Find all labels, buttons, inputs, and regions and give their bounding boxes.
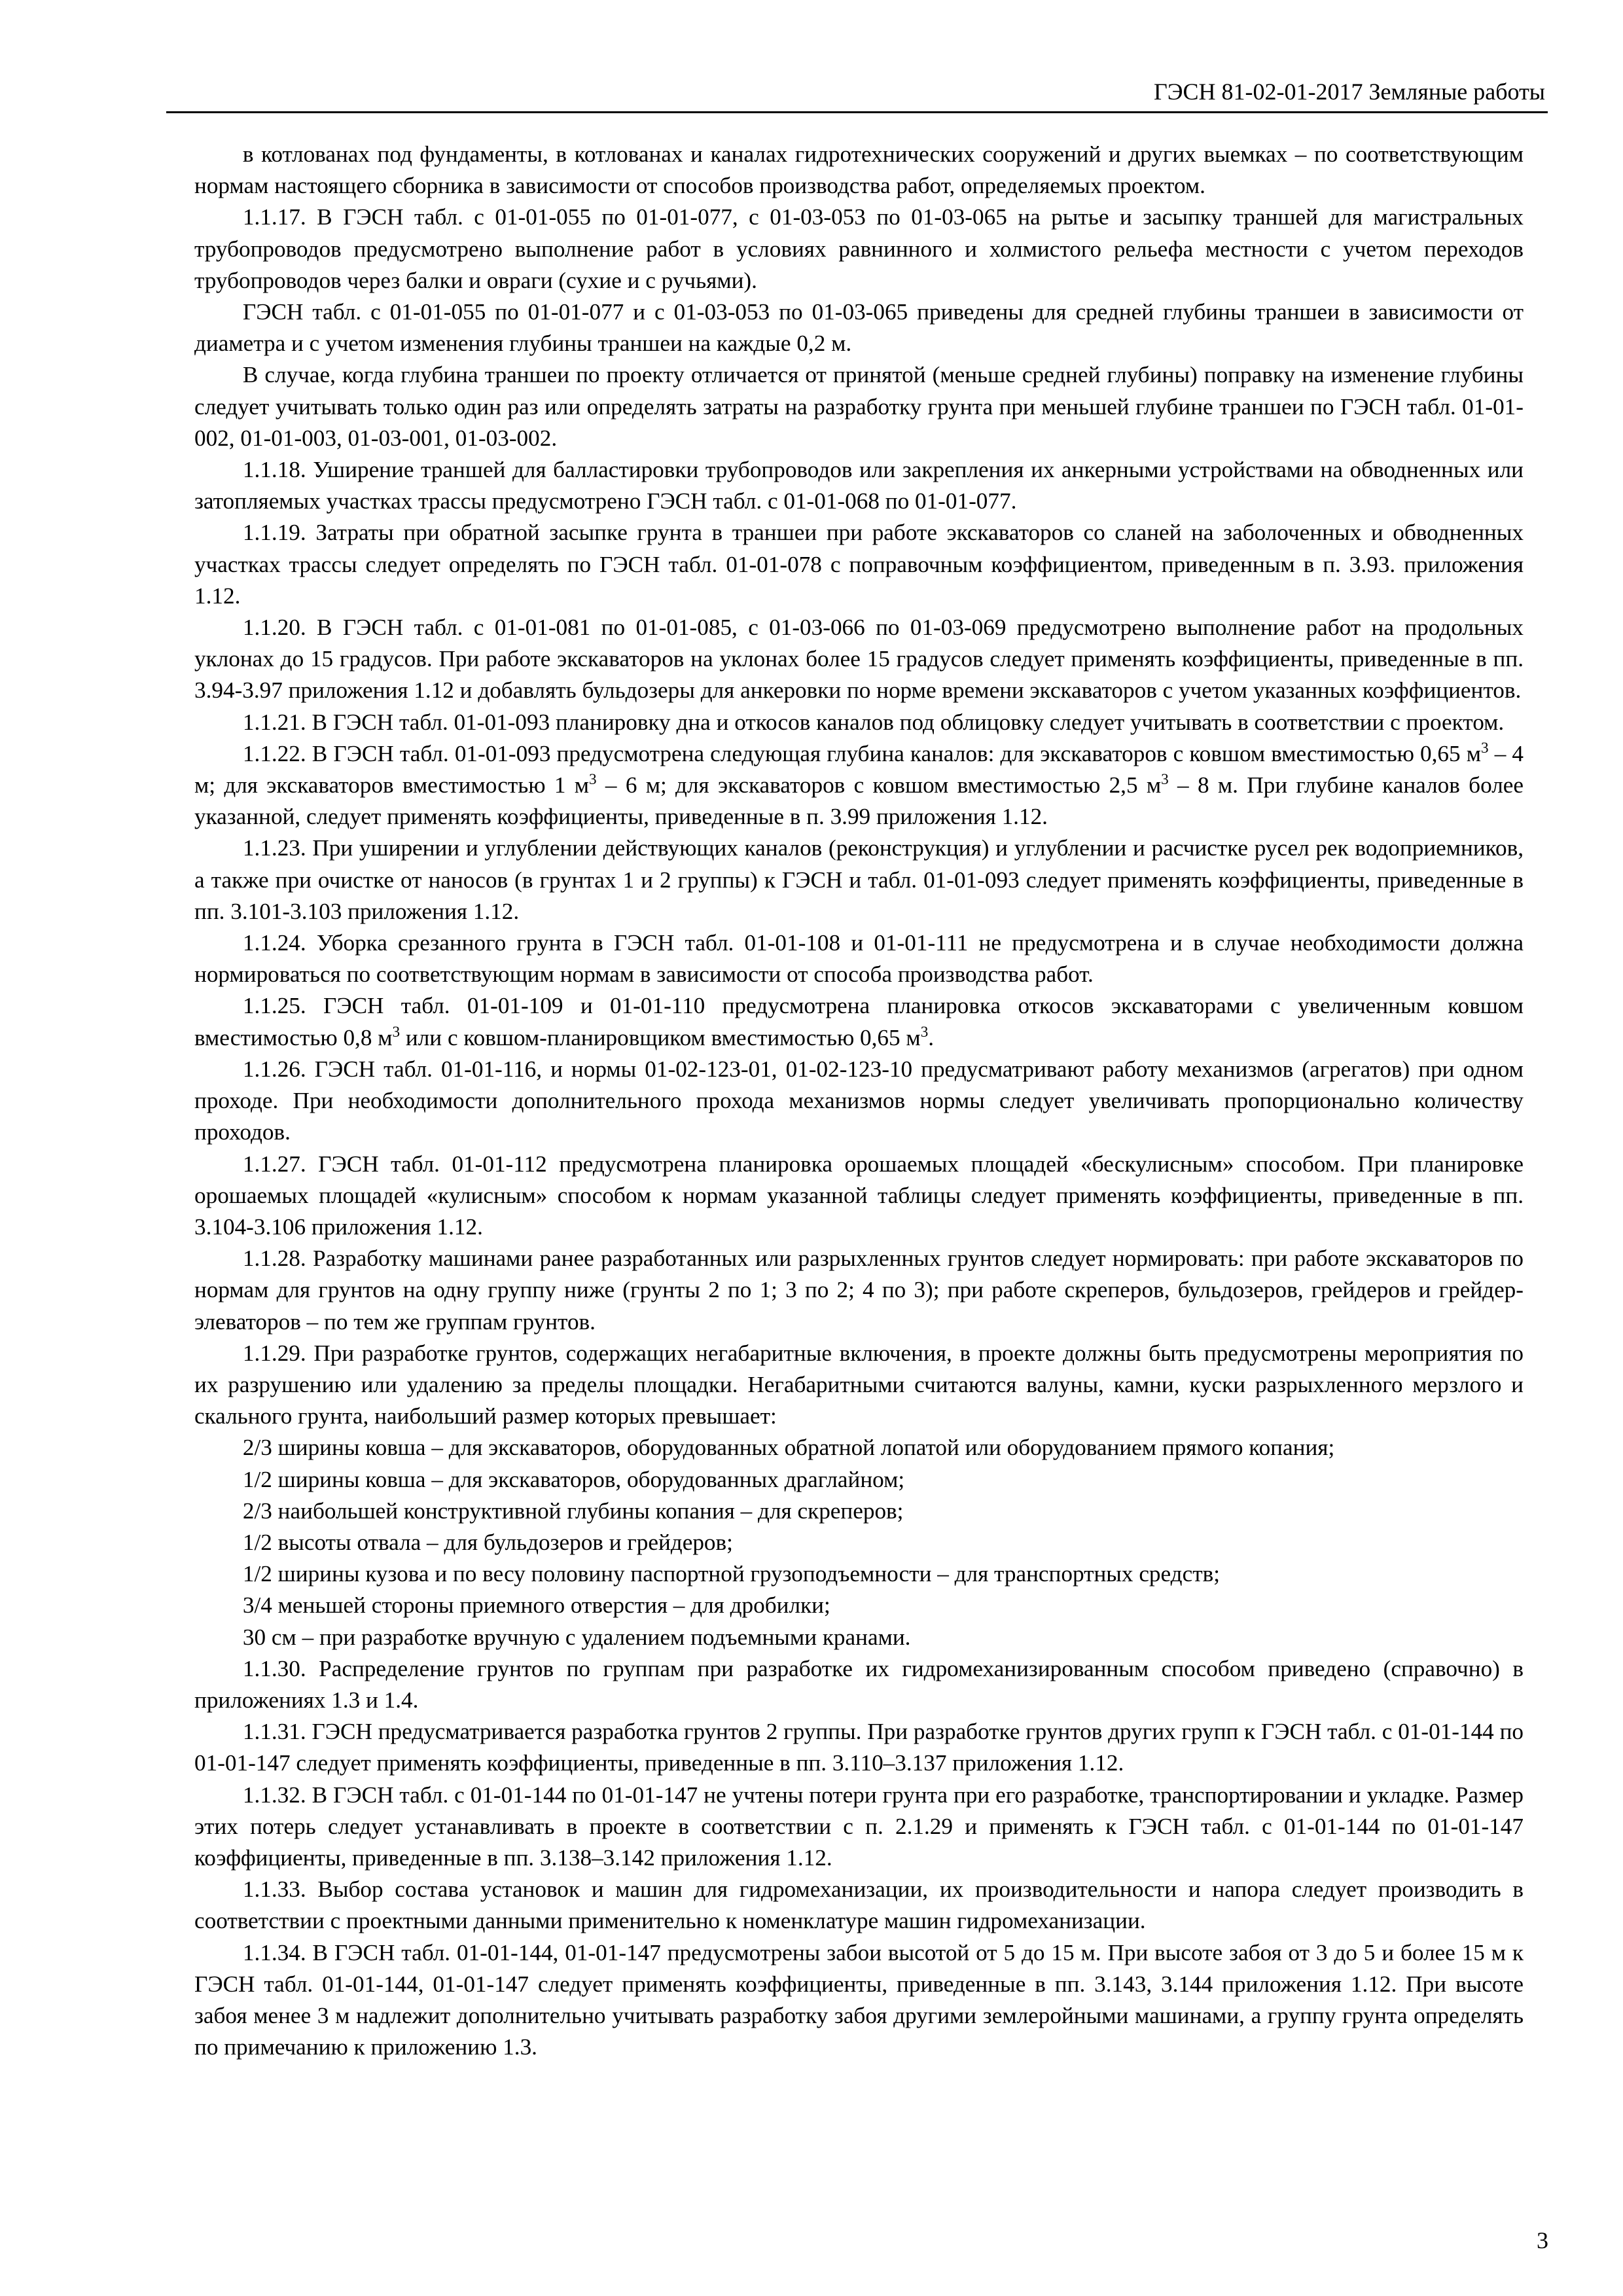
paragraph-1-1-23: 1.1.23. При уширении и углублении действующих каналов (реконструкция) и углублении и расчистке русел рек водоприемников, а также при очистке от наносов (в грунтах 1 и 2 группы) к ГЭСН и табл. 01-01-093 следует применять коэффициенты, приведенные в пп. 3.101-3.103 приложения 1.12. [194, 835, 1524, 924]
paragraph-1-1-25: 1.1.25. ГЭСН табл. 01-01-109 и 01-01-110 предусмотрена планировка откосов экскаваторами с увеличенным ковшом вместимостью 0,8 $м^3$ или с ковшом-планировщиком вместимостью 0,65 $м^3$. [194, 993, 1524, 1050]
paragraph-1-1-32: 1.1.32. В ГЭСН табл. с 01-01-144 по 01-01-147 не учтены потери грунта при его разработке, транспортировании и укладке. Размер этих потерь следует устанавливать в проекте в соответствии с п. 2.1.29 и применять к ГЭСН табл. с 01-01-144 по 01-01-147 коэффициенты, приведенные в пп. 3.138–3.142 приложения 1.12. [194, 1782, 1524, 1871]
paragraph-1-1-22: 1.1.22. В ГЭСН табл. 01-01-093 предусмотрена следующая глубина каналов: для экскаваторов с ковшом вместимостью 0,65 $м^3 - 4$ м; для экскаваторов вместимостью 1 $м^3 - 6$ м; для экскаваторов с ковшом вместимостью 2,5 $м^3 - 8$ м. При глубине каналов более указанной, следует применять коэффициенты, приведенные в п. 3.99 приложения 1.12. [194, 740, 1524, 830]
cubic-superscript: 3 [1161, 771, 1169, 789]
paragraph-1-1-17-depth: ГЭСН табл. с 01-01-055 по 01-01-077 и с 01-03-053 по 01-03-065 приведены для средней глубины траншеи в зависимости от диаметра и с учетом изменения глубины траншеи на каждые 0,2 м. [194, 299, 1524, 357]
page-header [166, 77, 1548, 113]
paragraph-1-1-21: 1.1.21. В ГЭСН табл. 01-01-093 планировку дна и откосов каналов под облицовку следует учитывать в соответствии с проектом. [242, 709, 1505, 735]
paragraph-1-1-27: 1.1.27. ГЭСН табл. 01-01-112 предусмотрена планировка орошаемых площадей «бескулисным» способом. При планировке орошаемых площадей «кулисным» способом к нормам указанной таблицы следует применять коэффициенты, приведенные в пп. 3.104-3.106 приложения 1.12. [194, 1151, 1524, 1240]
document-body [194, 139, 1524, 2063]
list-item-dragline: 1/2 ширины ковша – для экскаваторов, оборудованных драглайном; [242, 1466, 905, 1492]
cubic-superscript: 3 [1481, 740, 1489, 757]
paragraph-1-1-33: 1.1.33. Выбор состава установок и машин для гидромеханизации, их производительности и напора следует производить в соответствии с проектными данными применительно к номенклатуре машин гидромеханизации. [194, 1876, 1524, 1934]
list-item-bulldozers: 1/2 высоты отвала – для бульдозеров и грейдеров; [242, 1529, 733, 1555]
list-item-scrapers: 2/3 наибольшей конструктивной глубины копания – для скреперов; [242, 1498, 904, 1524]
paragraph-continuation: в котлованах под фундаменты, в котлованах и каналах гидротехнических сооружений и других выемках – по соответствующим нормам настоящего сборника в зависимости от способов производства работ, определяемых проектом. [194, 141, 1524, 199]
cubic-superscript: 3 [392, 1023, 401, 1041]
page-number: 3 [1537, 2227, 1548, 2253]
paragraph-1-1-26: 1.1.26. ГЭСН табл. 01-01-116, и нормы 01-02-123-01, 01-02-123-10 предусматривают работу механизмов (агрегатов) при одном проходе. При необходимости дополнительного прохода механизмов нормы следует увеличивать пропорционально количеству проходов. [194, 1056, 1524, 1145]
paragraph-1-1-24: 1.1.24. Уборка срезанного грунта в ГЭСН табл. 01-01-108 и 01-01-111 не предусмотрена и в случае необходимости должна нормироваться по соответствующим нормам в зависимости от способа производства работ. [194, 930, 1524, 988]
paragraph-1-1-30: 1.1.30. Распределение грунтов по группам при разработке их гидромеханизированным способом приведено (справочно) в приложениях 1.3 и 1.4. [194, 1655, 1524, 1713]
list-item-manual: 30 см – при разработке вручную с удалением подъемными кранами. [242, 1624, 911, 1650]
paragraph-1-1-31: 1.1.31. ГЭСН предусматривается разработка грунтов 2 группы. При разработке грунтов других групп к ГЭСН табл. с 01-01-144 по 01-01-147 следует применять коэффициенты, приведенные в пп. 3.110–3.137 приложения 1.12. [194, 1719, 1524, 1776]
paragraph-1-1-28: 1.1.28. Разработку машинами ранее разработанных или разрыхленных грунтов следует нормировать: при работе экскаваторов по нормам для грунтов на одну группу ниже (грунты 2 по 1; 3 по 2; 4 по 3); при работе скреперов, бульдозеров, грейдеров и грейдер-элеваторов – по тем же группам грунтов. [194, 1246, 1524, 1335]
paragraph-1-1-20: 1.1.20. В ГЭСН табл. с 01-01-081 по 01-01-085, с 01-03-066 по 01-03-069 предусмотрено выполнение работ на продольных уклонах до 15 градусов. При работе экскаваторов на уклонах более 15 градусов следует применять коэффициенты, приведенные в пп. 3.94-3.97 приложения 1.12 и добавлять бульдозеры для анкеровки по норме времени экскаваторов с учетом указанных коэффициентов. [194, 615, 1524, 704]
paragraph-1-1-29: 1.1.29. При разработке грунтов, содержащих негабаритные включения, в проекте должны быть предусмотрены мероприятия по их разрушению или удалению за пределы площадки. Негабаритными считаются валуны, камни, куски разрыхленного мерзлого и скального грунта, наибольший размер которых превышает: [194, 1340, 1524, 1429]
paragraph-1-1-34: 1.1.34. В ГЭСН табл. 01-01-144, 01-01-147 предусмотрены забои высотой от 5 до 15 м. При высоте забоя от 3 до 5 и более 15 м к ГЭСН табл. 01-01-144, 01-01-147 следует применять коэффициенты, приведенные в пп. 3.143, 3.144 приложения 1.12. При высоте забоя менее 3 м надлежит дополнительно учитывать разработку забоя другими землеройными машинами, а группу грунта определять по примечанию к приложению 1.3. [194, 1939, 1524, 2060]
paragraph-1-1-17-case: В случае, когда глубина траншеи по проекту отличается от принятой (меньше средней глубины) поправку на изменение глубины следует учитывать только один раз или определять затраты на разработку грунта при меньшей глубине траншеи по ГЭСН табл. 01-01-002, 01-01-003, 01-03-001, 01-03-002. [194, 362, 1524, 451]
paragraph-1-1-19: 1.1.19. Затраты при обратной засыпке грунта в траншеи при работе экскаваторов со сланей на заболоченных и обводненных участках трассы следует определять по ГЭСН табл. 01-01-078 с поправочным коэффициентом, приведенным в п. 3.93. приложения 1.12. [194, 520, 1524, 609]
paragraph-1-1-18: 1.1.18. Уширение траншей для балластировки трубопроводов или закрепления их анкерными устройствами на обводненных или затопляемых участках трассы предусмотрено ГЭСН табл. с 01-01-068 по 01-01-077. [194, 457, 1524, 514]
list-item-transport: 1/2 ширины кузова и по весу половину паспортной грузоподъемности – для транспортных средств; [242, 1561, 1220, 1587]
cubic-superscript: 3 [920, 1023, 929, 1041]
paragraph-1-1-17: 1.1.17. В ГЭСН табл. с 01-01-055 по 01-01-077, с 01-03-053 по 01-03-065 на рытье и засыпку траншей для магистральных трубопроводов предусмотрено выполнение работ в условиях равнинного и холмистого рельефа местности с учетом переходов трубопроводов через балки и овраги (сухие и с ручьями). [194, 204, 1524, 293]
list-item-excavator-bucket: 2/3 ширины ковша – для экскаваторов, оборудованных обратной лопатой или оборудованием прямого копания; [242, 1435, 1335, 1461]
cubic-superscript: 3 [589, 771, 597, 789]
list-item-crusher: 3/4 меньшей стороны приемного отверстия – для дробилки; [242, 1592, 830, 1619]
document-title: ГЭСН 81-02-01-2017 Земляные работы [1153, 79, 1545, 105]
